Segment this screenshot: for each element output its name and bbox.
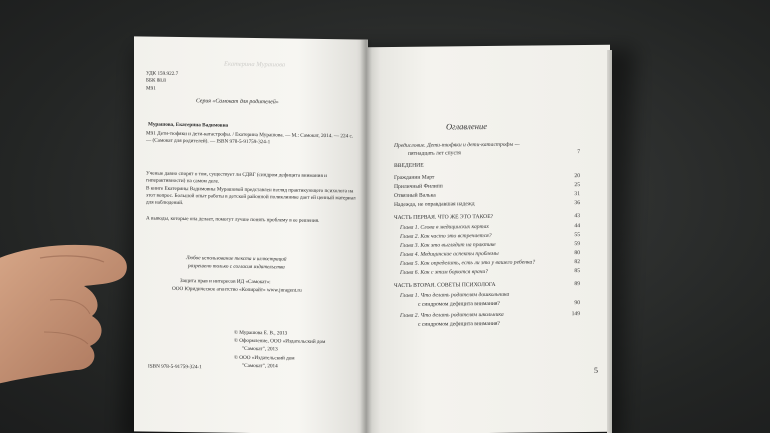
- toc-entry-title: Предисловие. Дети-тюфяки и дети-катастрофы —: [394, 141, 520, 149]
- toc-entry: [394, 200, 580, 210]
- toc-entry-page: 55: [574, 232, 580, 239]
- left-page: [134, 36, 368, 433]
- toc-title: Оглавление: [446, 121, 488, 132]
- page-number: 5: [594, 365, 598, 375]
- toc-entry-page: 20: [574, 173, 580, 180]
- toc-entry-page: 59: [574, 241, 580, 248]
- abstract-paragraph-1: Ученые давно спорят о том, существует ли СДВГ (синдром дефицита внимания и гиперактивности) на самом деле.: [146, 170, 327, 185]
- protection-line-2: ООО Юридическое агентство «Копирайт» www.juragent.ru: [172, 285, 302, 294]
- toc-entry-page: 25: [574, 182, 580, 189]
- toc-entry-title: пятнадцать лет спустя: [408, 150, 461, 157]
- copyright-line-3: "Самокат", 2013: [242, 345, 278, 353]
- isbn: ISBN 978-5-91759-324-1: [148, 363, 202, 371]
- toc-entry-title: Приличный Филипп: [394, 183, 443, 190]
- toc-entry-title: с синдромом дефицита внимания?: [418, 320, 500, 328]
- bbk-code: ББК 88.8: [146, 77, 166, 84]
- toc-list: [394, 141, 580, 373]
- page-edge: [607, 50, 612, 433]
- author-code: М91: [146, 85, 156, 92]
- series-name: Серия «Самокат для родителей»: [196, 98, 279, 106]
- udk-code: УДК 159.922.7: [146, 70, 179, 77]
- toc-entry-title: Глава 2. Что делать родителям школьника: [400, 311, 504, 319]
- toc-entry-title: Глава 6. Как с этим борются врачи?: [400, 269, 488, 276]
- toc-entry-page: 90: [574, 300, 580, 307]
- toc-entry-title: Глава 5. Как определить, есть ли это у вашего ребенка?: [400, 259, 536, 267]
- copyright-line-1: © Мурашова Е. В., 2013: [234, 329, 288, 337]
- toc-entry-page: 36: [574, 200, 580, 207]
- toc-entry-title: Глава 4. Медицинские аспекты проблемы: [400, 250, 499, 258]
- toc-entry-page: 31: [574, 191, 580, 198]
- toc-entry-page: 85: [574, 268, 580, 275]
- toc-entry-page: 82: [574, 259, 580, 266]
- hand-holding-book: [0, 228, 130, 388]
- abstract-paragraph-3: А выводы, которые она делает, помогут лучше понять проблему в ее решения.: [146, 215, 320, 224]
- toc-entry: [394, 320, 580, 330]
- abstract-paragraph-2: В книге Екатерины Вадимовны Мурашовой представлен взгляд практикующего психолога на этот вопрос. Большой опыт работы в детской районной поликлинике дает ей ценный материал для наблюдений.: [146, 185, 356, 207]
- toc-entry: [394, 300, 580, 310]
- toc-entry-title: Глава 1. Слова в медицинских картах: [400, 223, 489, 231]
- author-name: Мурашова, Екатерина Вадимовна: [148, 121, 229, 129]
- toc-entry-page: 149: [571, 311, 580, 318]
- toc-entry-title: ЧАСТЬ ПЕРВАЯ. ЧТО ЖЕ ЭТО ТАКОЕ?: [394, 213, 494, 221]
- toc-entry: [394, 268, 580, 278]
- book-gutter: [360, 40, 372, 433]
- toc-entry: [394, 213, 580, 223]
- protection-line-1: Защита прав и интересов ИД «Самокат»:: [180, 278, 271, 286]
- toc-entry-title: Гражданин Март: [394, 174, 435, 181]
- toc-entry: [394, 149, 580, 159]
- toc-entry: [394, 281, 580, 291]
- toc-entry-page: 89: [574, 281, 580, 288]
- copyright-line-5: "Самокат", 2014: [242, 362, 278, 370]
- toc-entry-title: Отвязный Валька: [394, 192, 436, 199]
- toc-entry-title: Глава 1. Что делать родителям дошкольника: [400, 291, 510, 299]
- toc-entry-title: ЧАСТЬ ВТОРАЯ. СОВЕТЫ ПСИХОЛОГА: [394, 281, 496, 289]
- rights-line-1: Любое использование текста и иллюстраций: [186, 255, 287, 263]
- ghost-header: Екатерина Мурашова: [224, 60, 286, 69]
- toc-entry-title: Надежда, не оправдавшая надежд: [394, 201, 475, 208]
- toc-entry-page: 80: [574, 250, 580, 257]
- rights-line-2: разрешено только с согласия издательства: [188, 263, 285, 271]
- toc-entry-page: 7: [577, 149, 580, 156]
- bibliographic-record: М91 Дети-тюфяки и дети-катастрофы. / Екатерина Мурашова. — М.: Самокат, 2014. — 224 с. — (Самокат для родителей). — ISBN 978-5-91759-324-1: [146, 130, 354, 146]
- copyright-line-2: © Оформление, ООО «Издательский дом: [234, 337, 326, 346]
- toc-entry: [394, 161, 580, 171]
- toc-entry-page: 43: [574, 213, 580, 220]
- toc-entry-title: Глава 3. Как это выглядит на практике: [400, 241, 496, 249]
- copyright-line-4: © ООО «Издательский дом: [234, 354, 295, 362]
- toc-entry-title: Глава 2. Как часто это встречается?: [400, 232, 492, 240]
- toc-entry-page: 44: [574, 223, 580, 230]
- toc-entry-title: с синдромом дефицита внимания?: [418, 300, 500, 308]
- toc-entry-title: ВВЕДЕНИЕ: [394, 162, 424, 169]
- right-page: [366, 45, 610, 433]
